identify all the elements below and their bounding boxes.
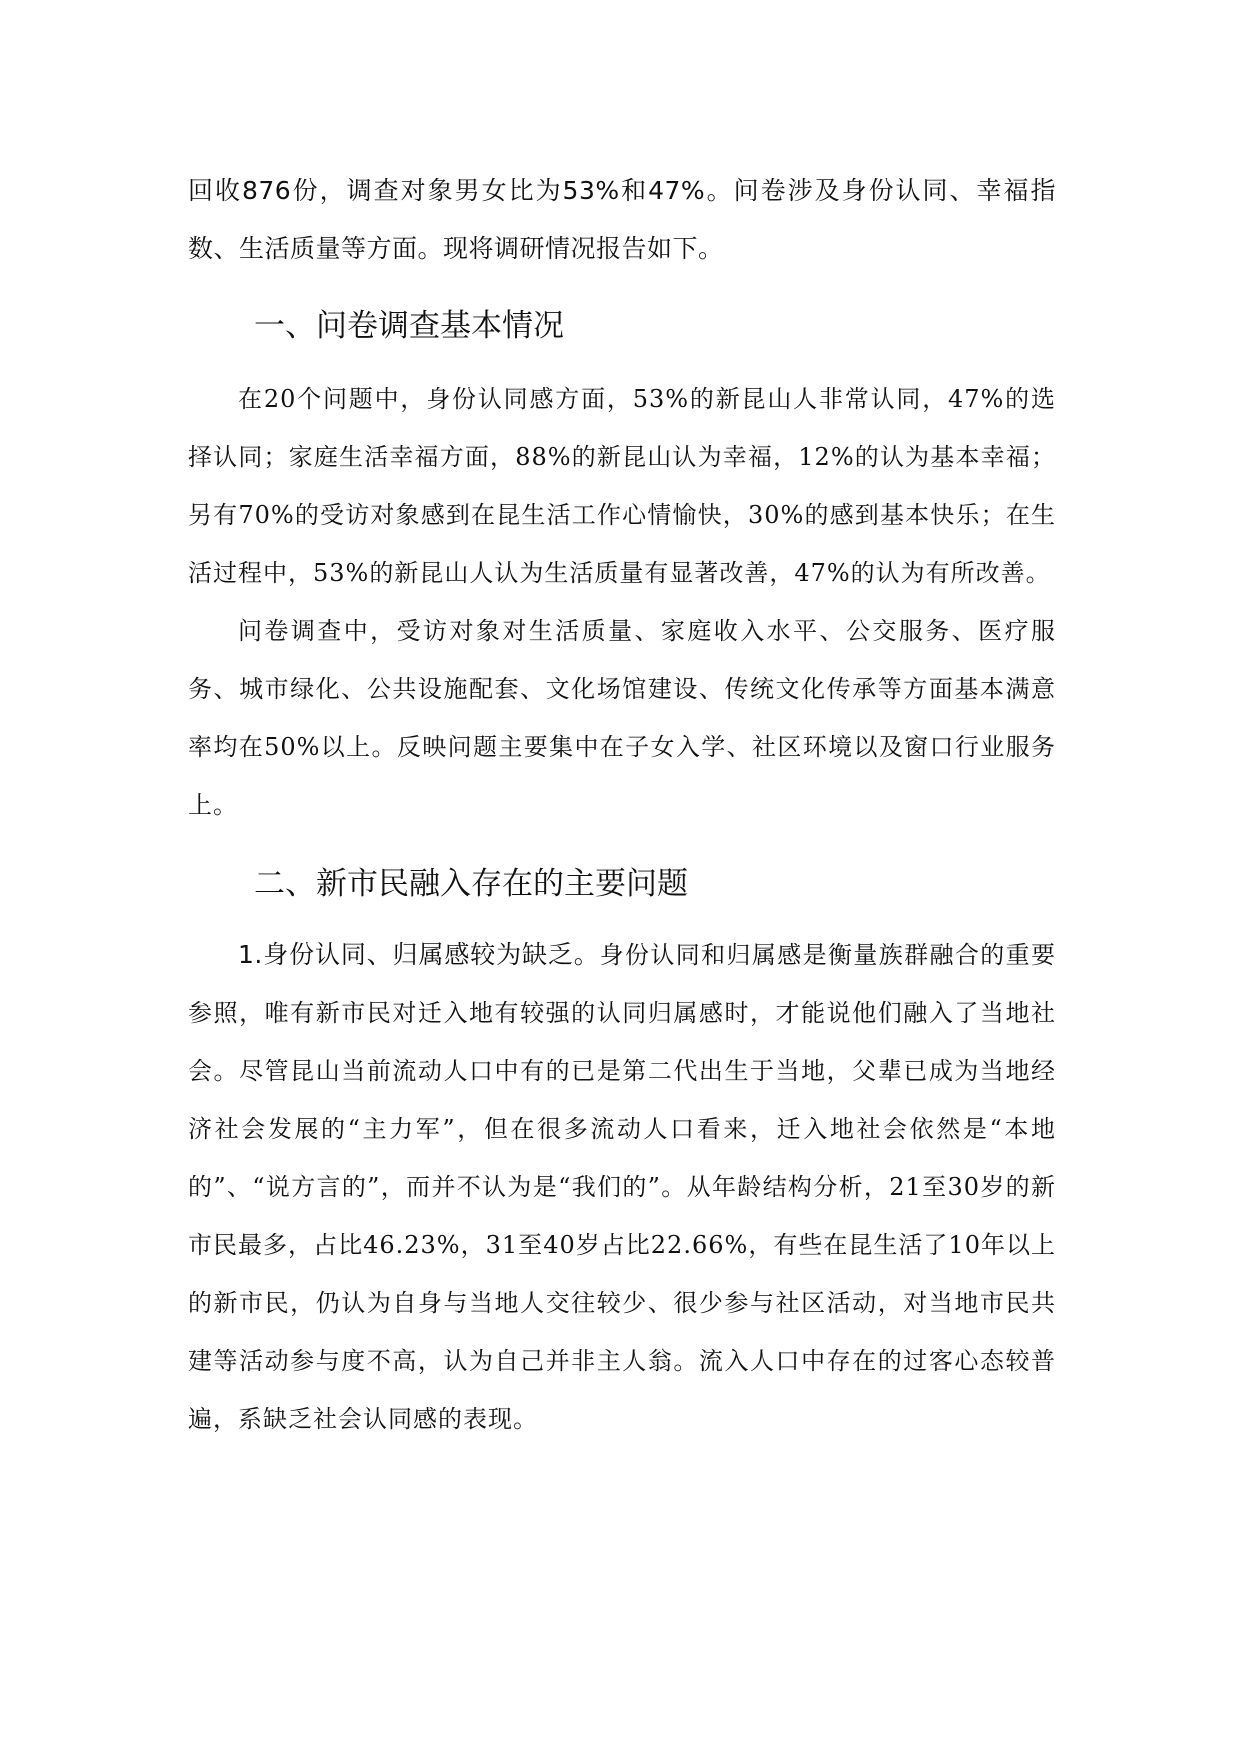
section-1-heading: 一、问卷调查基本情况 [254, 308, 564, 344]
document-body [188, 162, 1056, 1448]
section-2-paragraph-1 [188, 926, 1056, 1448]
section-2-lead-sentence: 1.身份认同、归属感较为缺乏。 [238, 940, 600, 969]
section-2-paragraph-1-body: 身份认同和归属感是衡量族群融合的重要参照，唯有新市民对迁入地有较强的认同归属感时，才能说他们融入了当地社会。尽管昆山当前流动人口中有的已是第二代出生于当地，父辈已成为当地经济社会发展的“主力军”，但在很多流动人口看来，迁入地社会依然是“本地的”、“说方言的”，而并不认为是“我们的”。从年龄结构分析，21至30岁的新市民最多，占比46.23%，31至40岁占比22.66%，有些在昆生活了10年以上的新市民，仍认为自身与当地人交往较少、很少参与社区活动，对当地市民共建等活动参与度不高，认为自己并非主人翁。流入人口中存在的过客心态较普遍，系缺乏社会认同感的表现。 [188, 941, 1057, 1433]
section-1-paragraph-2: 问卷调查中，受访对象对生活质量、家庭收入水平、公交服务、医疗服务、城市绿化、公共设施配套、文化场馆建设、传统文化传承等方面基本满意率均在50%以上。反映问题主要集中在子女入学、社区环境以及窗口行业服务上。 [188, 617, 1056, 819]
intro-paragraph: 回收876份，调查对象男女比为53%和47%。问卷涉及身份认同、幸福指数、生活质量等方面。现将调研情况报告如下。 [188, 176, 1056, 263]
section-2-heading: 二、新市民融入存在的主要问题 [254, 866, 688, 902]
section-1-paragraph-1: 在20个问题中，身份认同感方面，53%的新昆山人非常认同，47%的选择认同；家庭生活幸福方面，88%的新昆山认为幸福，12%的认为基本幸福；另有70%的受访对象感到在昆生活工作心情愉快，30%的感到基本快乐；在生活过程中，53%的新昆山人认为生活质量有显著改善，47%的认为有所改善。 [188, 385, 1056, 587]
